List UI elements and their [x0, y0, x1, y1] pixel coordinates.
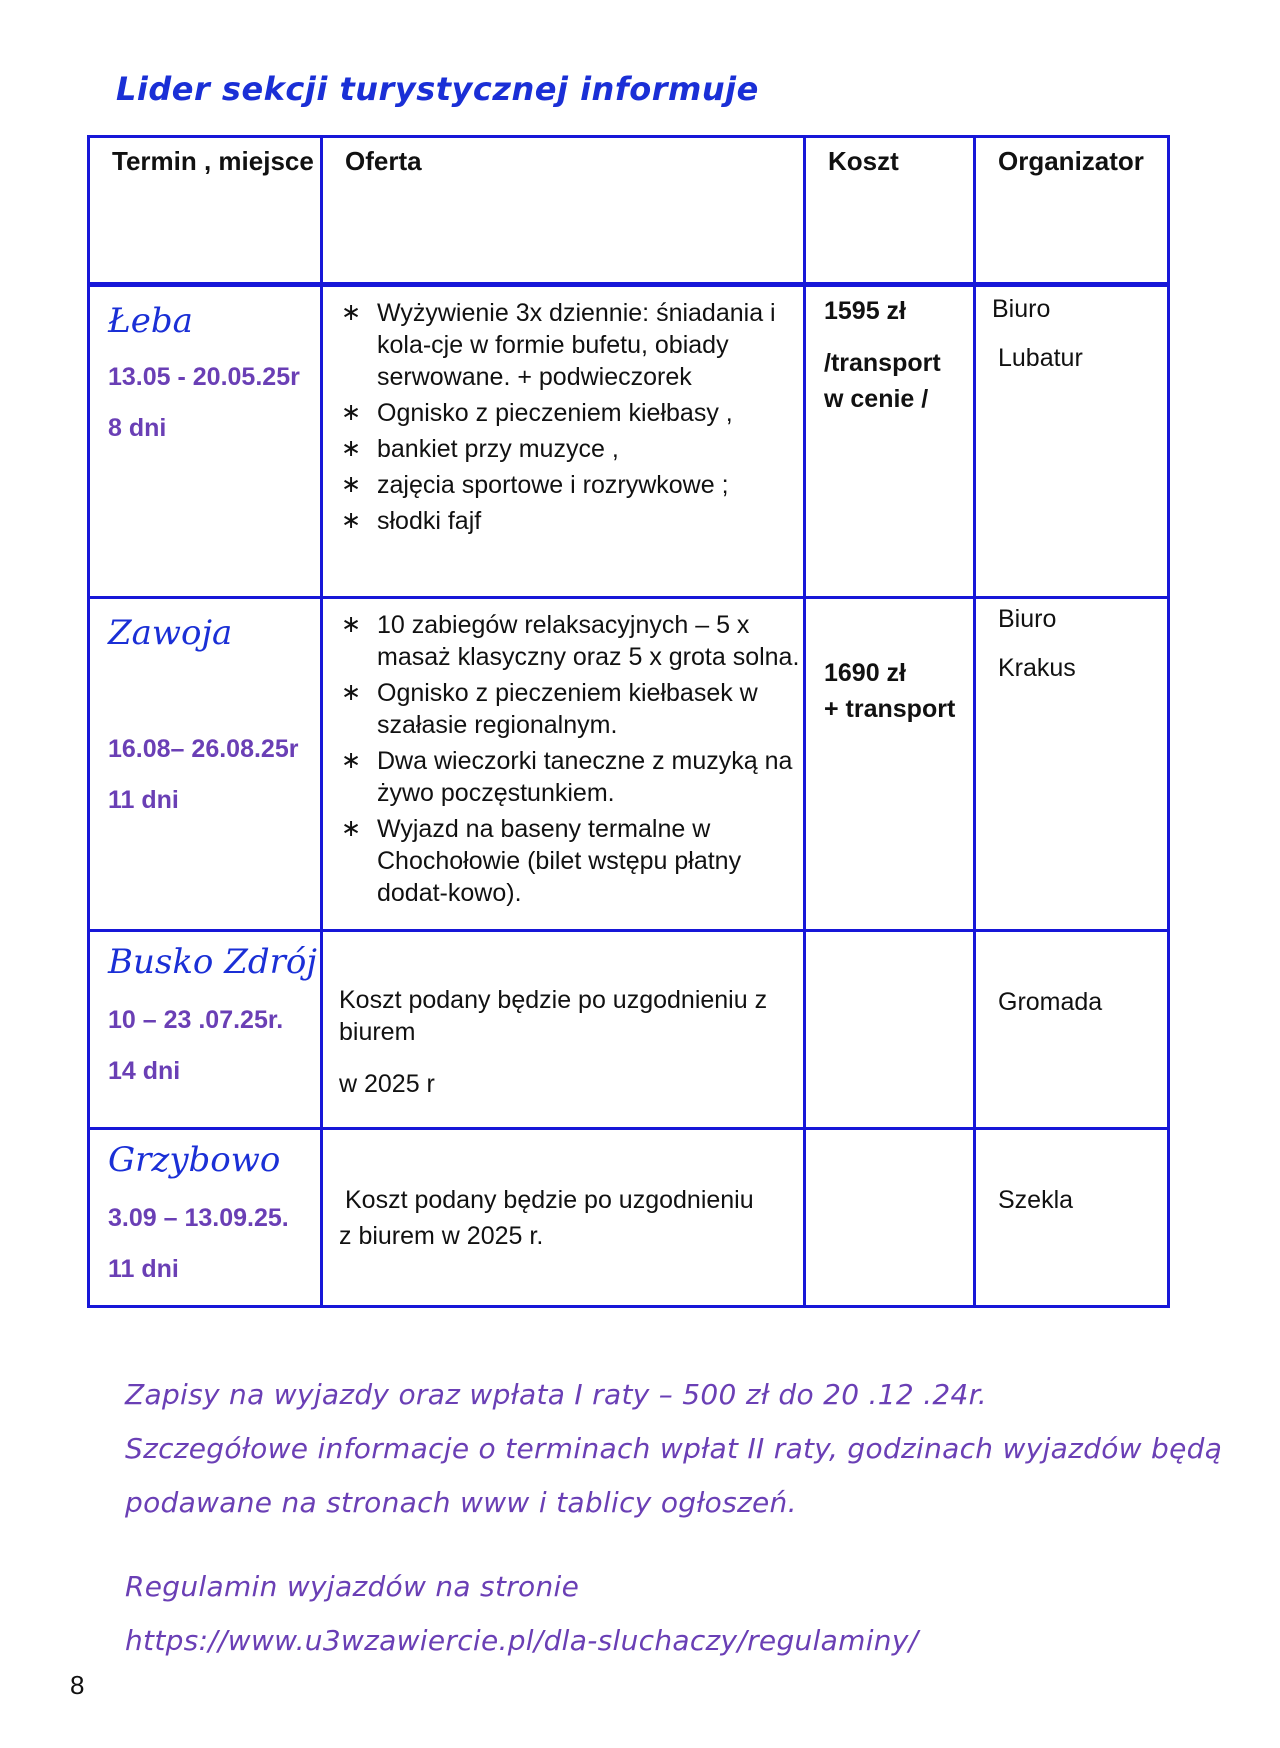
table-row	[89, 1129, 1169, 1307]
offer-text: w 2025 r	[339, 1070, 435, 1098]
list-item: ∗ bankiet przy muzyce ,	[341, 433, 803, 465]
cost-cell	[805, 598, 975, 931]
table-header-row	[89, 137, 1169, 285]
trip-dates: 3.09 – 13.09.25.	[108, 1204, 289, 1232]
list-item: ∗ 10 zabiegów relaksacyjnych – 5 x masaż klasyczny oraz 5 x grota solna.	[341, 609, 803, 673]
list-item: ∗ Ognisko z pieczeniem kiełbasy ,	[341, 397, 803, 429]
offer-text: Koszt podany będzie po uzgodnieniu	[345, 1186, 754, 1214]
list-item: ∗ zajęcia sportowe i rozrywkowe ;	[341, 469, 803, 501]
trip-dates: 10 – 23 .07.25r.	[108, 1006, 284, 1034]
term-place-cell	[89, 931, 322, 1129]
list-item: ∗ Wyjazd na baseny termalne w Chochołowie (bilet wstępu płatny dodat-kowo).	[341, 813, 803, 909]
cost-value: 1690 zł	[824, 659, 907, 687]
header-koszt: Koszt	[805, 137, 975, 285]
organizer-cell	[975, 598, 1169, 931]
organizer-cell	[975, 931, 1169, 1129]
page-title: Lider sekcji turystycznej informuje	[116, 70, 759, 108]
place-name: Łeba	[108, 301, 193, 341]
place-name: Grzybowo	[108, 1140, 281, 1180]
organizer-line: Biuro	[992, 295, 1051, 323]
offer-list	[323, 297, 803, 537]
trips-table	[87, 135, 1170, 1308]
organizer-cell	[975, 285, 1169, 598]
organizer-line: Krakus	[998, 654, 1076, 682]
organizer-cell	[975, 1129, 1169, 1307]
organizer-line: Lubatur	[998, 344, 1083, 372]
trip-days: 11 dni	[108, 1255, 179, 1283]
table-row	[89, 285, 1169, 598]
organizer-line: Biuro	[998, 605, 1057, 633]
cost-note: /transport	[824, 349, 941, 377]
offer-text: Koszt podany będzie po uzgodnieniu z biurem	[339, 986, 768, 1046]
rules-link[interactable]: https://www.u3wzawiercie.pl/dla-sluchaczy/regulaminy/	[125, 1624, 919, 1657]
cost-cell	[805, 931, 975, 1129]
trip-days: 14 dni	[108, 1057, 181, 1085]
offer-cell	[322, 931, 805, 1129]
cost-value: 1595 zł	[824, 297, 907, 325]
term-place-cell	[89, 285, 322, 598]
header-termin-miejsce: Termin , miejsce	[89, 137, 322, 285]
payment-info-continued: podawane na stronach www i tablicy ogłoszeń.	[125, 1486, 797, 1519]
organizer-line: Gromada	[998, 988, 1103, 1016]
list-item: ∗ Ognisko z pieczeniem kiełbasek w szałasie regionalnym.	[341, 677, 803, 741]
cost-cell	[805, 1129, 975, 1307]
trip-days: 8 dni	[108, 414, 167, 442]
organizer-line: Szekla	[998, 1186, 1074, 1214]
offer-text: z biurem w 2025 r.	[339, 1222, 544, 1250]
offer-cell	[322, 598, 805, 931]
cost-note: + transport	[824, 695, 956, 723]
term-place-cell	[89, 1129, 322, 1307]
header-oferta: Oferta	[322, 137, 805, 285]
page-number: 8	[70, 1670, 85, 1700]
signup-info: Zapisy na wyjazdy oraz wpłata I raty – 500 zł do 20 .12 .24r.	[125, 1378, 988, 1411]
place-name: Busko Zdrój	[108, 942, 317, 982]
list-item: ∗ Wyżywienie 3x dziennie: śniadania i kola-cje w formie bufetu, obiady serwowane. + podwieczorek	[341, 297, 803, 393]
header-organizator: Organizator	[975, 137, 1169, 285]
payment-info: Szczegółowe informacje o terminach wpłat II raty, godzinach wyjazdów będą	[125, 1432, 1223, 1465]
trip-dates: 13.05 - 20.05.25r	[108, 363, 300, 391]
table-row	[89, 598, 1169, 931]
cost-note: w cenie /	[824, 385, 929, 413]
table-row	[89, 931, 1169, 1129]
trip-days: 11 dni	[108, 786, 179, 814]
cost-cell	[805, 285, 975, 598]
list-item: ∗ słodki fajf	[341, 505, 803, 537]
offer-cell	[322, 285, 805, 598]
rules-label: Regulamin wyjazdów na stronie	[125, 1570, 580, 1603]
offer-cell	[322, 1129, 805, 1307]
place-name: Zawoja	[108, 613, 233, 653]
offer-list	[323, 609, 803, 909]
term-place-cell	[89, 598, 322, 931]
trip-dates: 16.08– 26.08.25r	[108, 735, 299, 763]
list-item: ∗ Dwa wieczorki taneczne z muzyką na żywo poczęstunkiem.	[341, 745, 803, 809]
